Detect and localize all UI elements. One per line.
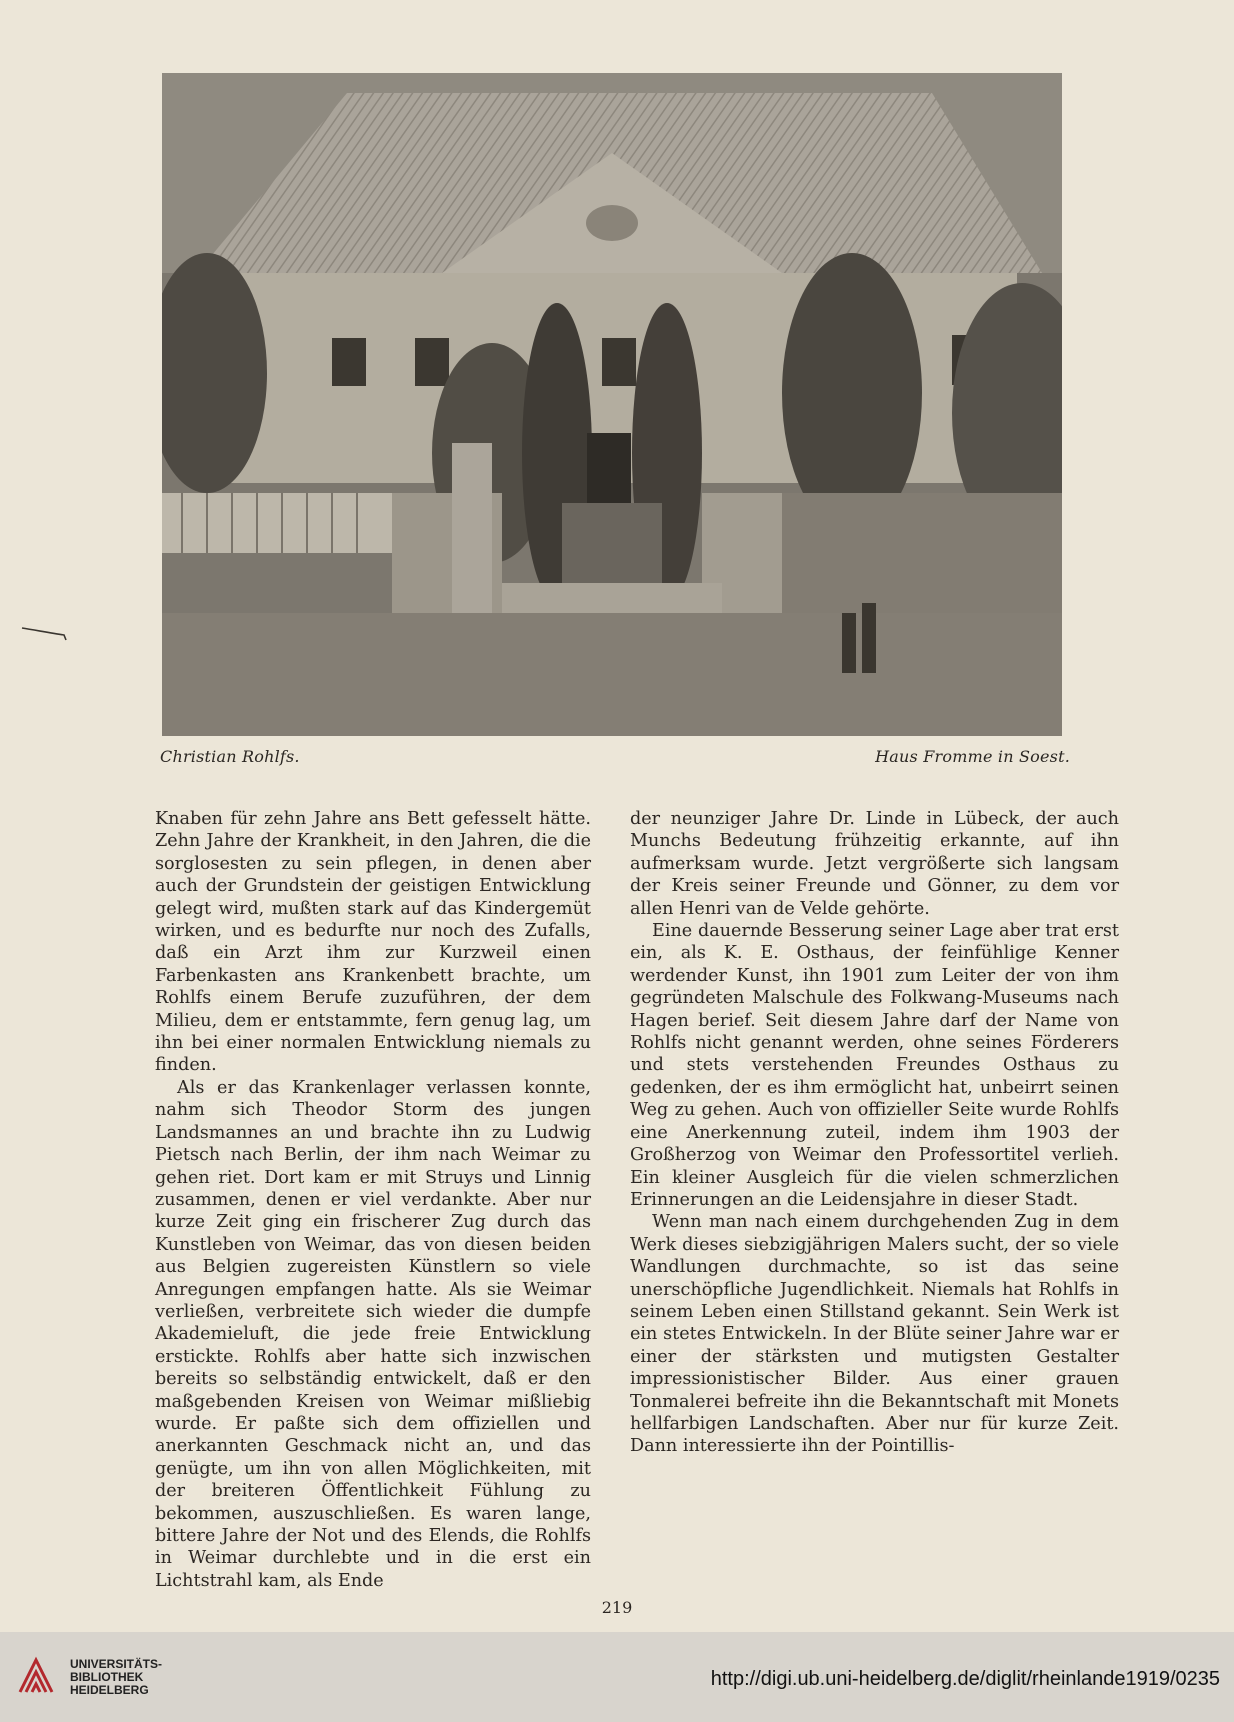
library-name: UNIVERSITÄTS- BIBLIOTHEK HEIDELBERG (70, 1657, 163, 1697)
figure-caption-artist: Christian Rohlfs. (160, 747, 300, 766)
paragraph: Knaben für zehn Jahre ans Bett gefesselt hätte. Zehn Jahre der Krankheit, in den Jahren, die die sorglosesten zu sein pflegen, in denen aber auch der Grundstein der geistigen Entwicklung gelegt wird, mußten stark auf das Kindergemüt wirken, und es bedurfte nur noch des Zufalls, daß ein Arzt ihm zur Kurzweil einen Farbenkasten ans Krankenbett brachte, um Rohlfs einem Berufe zuzuführen, der dem Milieu, dem er entstammte, fern genug lag, um ihn bei einer normalen Entwicklung niemals zu finden. (155, 809, 591, 1076)
paragraph: Eine dauernde Besserung seiner Lage aber trat erst ein, als K. E. Osthaus, der feinfühlige Kenner werdender Kunst, ihn 1901 zum Leiter der von ihm gegründeten Malschule des Folkwang-Museums nach Hagen berief. Seit diesem Jahre darf der Name von Rohlfs nicht genannt werden, ohne seines Förderers und stets verstehenden Freundes Osthaus zu gedenken, der es ihm ermöglicht hat, unbeirrt seinen Weg zu gehen. Auch von offizieller Seite wurde Rohlfs eine Anerkennung zuteil, indem ihm 1903 der Großherzog von Weimar den Professortitel verlieh. Ein kleiner Ausgleich für die vielen schmerzlichen Erinnerungen an die Leidensjahre in dieser Stadt. (630, 921, 1119, 1210)
library-logo-icon (14, 1652, 62, 1700)
page-number: 219 (601, 1598, 633, 1617)
library-footer (0, 1632, 1234, 1722)
pencil-mark-icon (20, 625, 70, 641)
text-column-left (155, 808, 591, 1592)
painting-illustration (162, 73, 1062, 736)
paragraph: der neunziger Jahre Dr. Linde in Lübeck, der auch Munchs Bedeutung frühzeitig erkannte, auf ihn aufmerksam wurde. Jetzt vergrößerte sich langsam der Kreis seiner Freunde und Gönner, zu dem vor allen Henri van de Velde gehörte. (630, 809, 1119, 919)
paragraph: Als er das Krankenlager verlassen konnte, nahm sich Theodor Storm des jungen Landsmannes an und brachte ihn zu Ludwig Pietsch nach Berlin, der ihm nach Weimar zu gehen riet. Dort kam er mit Struys und Linnig zusammen, denen er viel verdankte. Aber nur kurze Zeit ging ein frischerer Zug durch das Kunstleben von Weimar, das von diesen beiden aus Belgien zugereisten Künstlern so viele Anregungen empfangen hatte. Als sie Weimar verließen, verbreitete sich wieder die dumpfe Akademieluft, die jede freie Entwicklung erstickte. Rohlfs aber hatte sich inzwischen bereits so selbständig entwickelt, daß er den maßgebenden Kreisen von Weimar mißliebig wurde. Er paßte sich dem offiziellen und anerkannten Geschmack nicht an, und das genügte, um ihn von allen Möglichkeiten, mit der breiteren Öffentlichkeit Fühlung zu bekommen, auszuschließen. Es waren lange, bittere Jahre der Not und des Elends, die Rohlfs in Weimar durchlebte und in die erst ein Lichtstrahl kam, als Ende (155, 1077, 591, 1591)
source-url-link[interactable]: http://digi.ub.uni-heidelberg.de/diglit/rheinlande1919/0235 (710, 1668, 1220, 1690)
figure-caption-title: Haus Fromme in Soest. (875, 747, 1070, 766)
paragraph: Wenn man nach einem durchgehenden Zug in dem Werk dieses siebzigjährigen Malers sucht, der so viele Wandlungen durchmachte, so ist das seine unerschöpfliche Jugendlichkeit. Niemals hat Rohlfs in seinem Leben einen Stillstand gekannt. Sein Werk ist ein stetes Entwickeln. In der Blüte seiner Jahre war er einer der stärksten und mutigsten Gestalter impressionistischer Bilder. Aus einer grauen Tonmalerei befreite ihn die Bekanntschaft mit Monets hellfarbigen Landschaften. Aber nur für kurze Zeit. Dann interessierte ihn der Pointillis- (630, 1212, 1119, 1457)
text-column-right (630, 808, 1119, 1458)
